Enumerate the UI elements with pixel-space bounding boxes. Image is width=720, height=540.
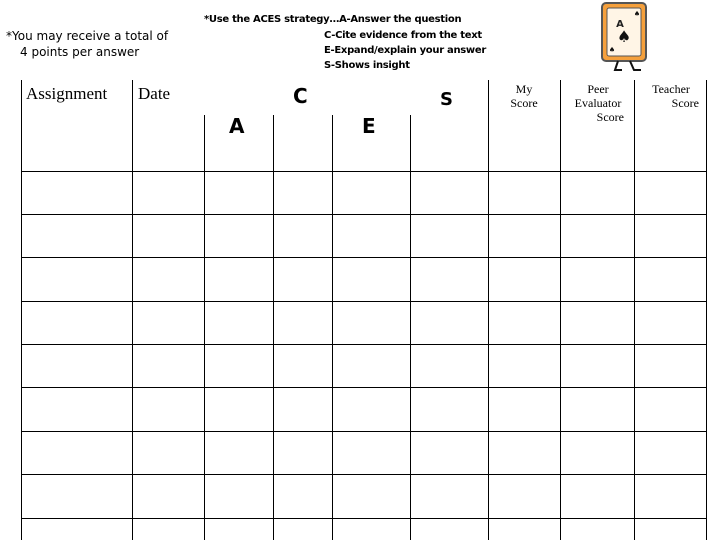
header-date: Date <box>138 84 171 103</box>
card-rank-top: A <box>616 19 624 30</box>
strategy-line3: E-Expand/explain your answer <box>324 45 486 56</box>
header-a: A <box>229 114 245 138</box>
header-s: S <box>440 89 453 110</box>
svg-text:♠: ♠ <box>633 10 641 18</box>
points-note-line2: 4 points per answer <box>20 45 140 59</box>
header-teacher-score: Teacher Score <box>652 82 699 110</box>
card-suit-center: ♠ <box>616 27 632 46</box>
header-my-score: My Score <box>510 82 538 110</box>
strategy-line2: C-Cite evidence from the text <box>324 30 482 41</box>
points-note-line1: *You may receive a total of <box>6 29 169 43</box>
header-c: C <box>293 84 308 108</box>
strategy-line1: *Use the ACES strategy…A-Answer the question <box>204 14 462 25</box>
header-assignment: Assignment <box>26 84 108 103</box>
header-e: E <box>362 114 376 138</box>
strategy-line4: S-Shows insight <box>324 60 410 71</box>
svg-text:♠: ♠ <box>608 46 616 54</box>
header-peer-evaluator-score: Peer Evaluator Score <box>574 82 624 124</box>
